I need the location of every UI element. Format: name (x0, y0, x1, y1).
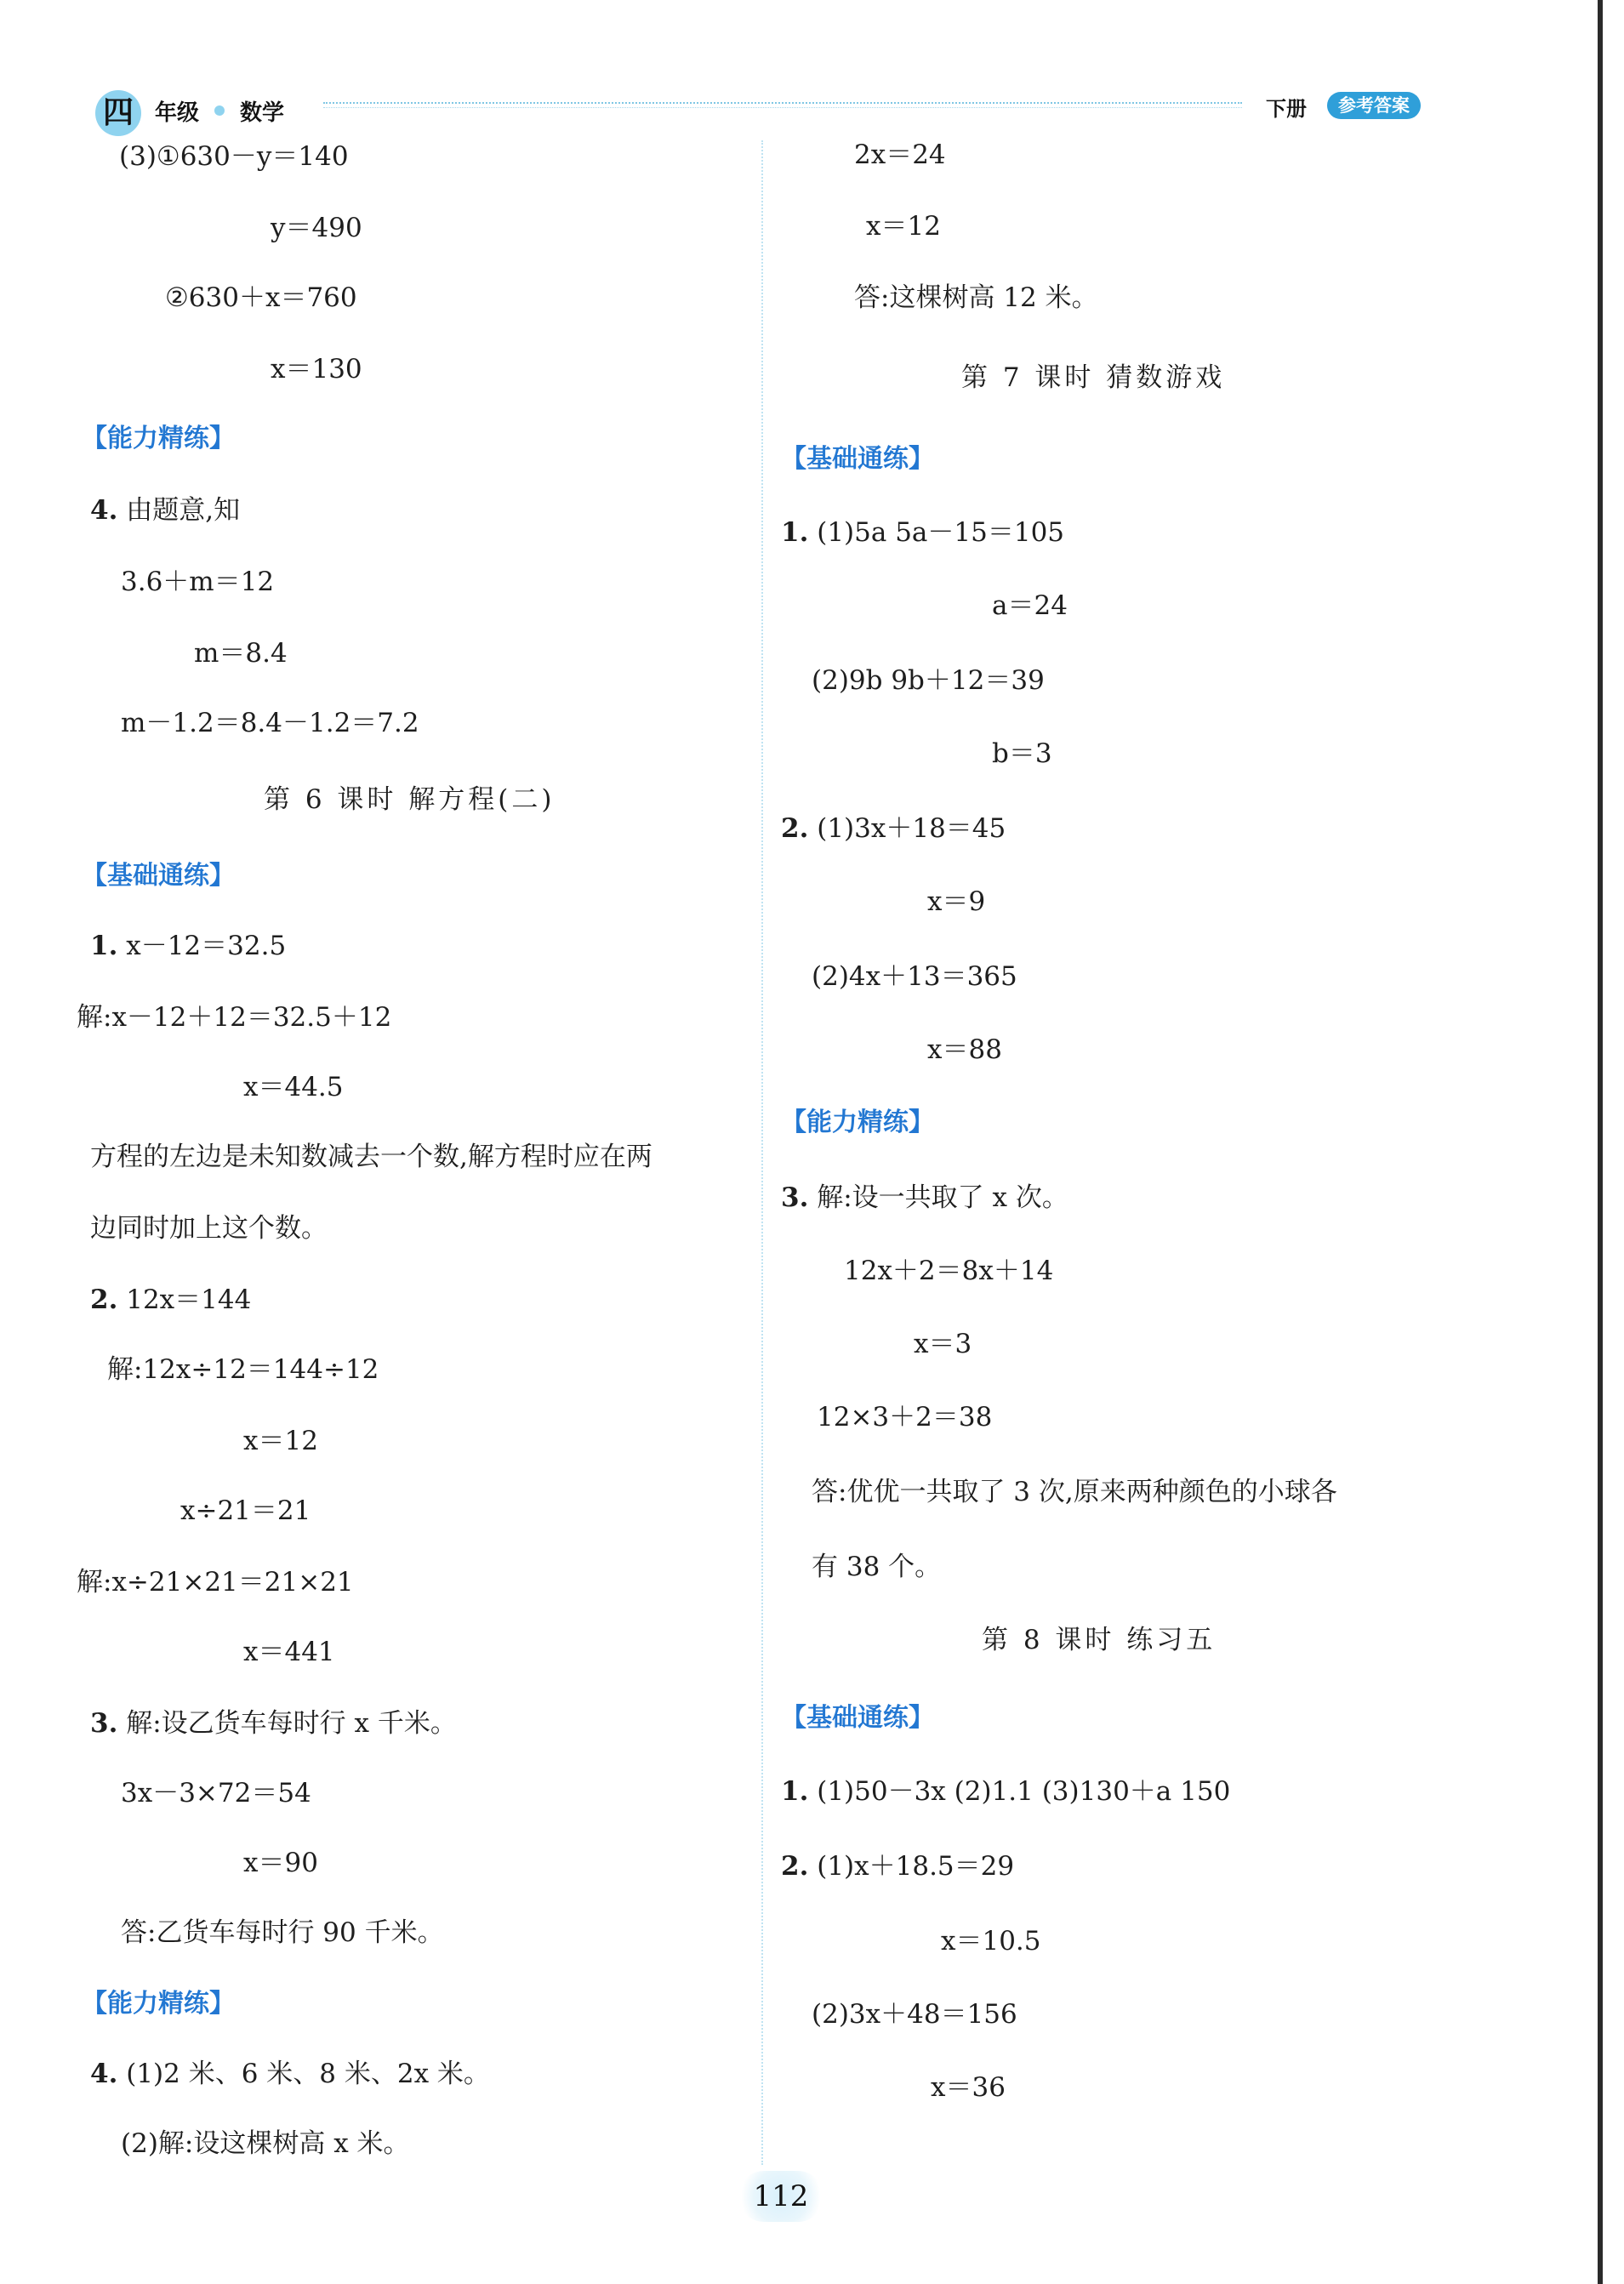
answer-line (992, 589, 1068, 623)
grade-badge: 四 (95, 90, 141, 136)
line-text: x－12＝32.5 (117, 931, 287, 961)
line-text: m＝8.4 (194, 638, 288, 669)
question-number: 1. (90, 931, 118, 961)
question-number: 4. (90, 2059, 118, 2089)
answer-line (812, 664, 1045, 698)
section-heading (781, 1106, 934, 1140)
line-text: x＝90 (243, 1848, 318, 1878)
section-heading (82, 859, 235, 893)
answer-line (866, 209, 941, 243)
line-text: (2)3x＋48＝156 (812, 1999, 1017, 2030)
answer-line (854, 281, 1098, 315)
subject-label: 数学 (240, 100, 285, 126)
answer-line (121, 565, 274, 599)
answer-line (844, 1254, 1053, 1288)
answer-line (854, 138, 946, 172)
line-text: (1)3x＋18＝45 (808, 813, 1006, 844)
line-text: x＝9 (927, 886, 986, 917)
answer-line (941, 1924, 1041, 1958)
section-heading (82, 422, 235, 456)
line-text: (1)2 米、6 米、8 米、2x 米。 (117, 2059, 490, 2089)
line-text: x＝10.5 (941, 1926, 1041, 1956)
line-text: (1)50－3x (2)1.1 (3)130＋a 150 (808, 1776, 1231, 1807)
answer-line (243, 1070, 344, 1104)
answer-line (781, 515, 1064, 550)
answer-line (121, 1776, 311, 1810)
question-number: 2. (781, 1851, 809, 1882)
separator-dot-icon (214, 105, 225, 116)
line-text: 第 6 课时 解方程(二) (264, 784, 556, 815)
line-text: 有 38 个。 (812, 1552, 942, 1582)
grade-label: 年级 (155, 100, 200, 126)
page-spine-edge (1598, 0, 1603, 2284)
line-text: 答:这棵树高 12 米。 (854, 282, 1098, 313)
header-rule (323, 102, 1242, 104)
question-number: 1. (781, 517, 809, 548)
answer-line (927, 885, 985, 919)
line-text: 解:设乙货车每时行 x 千米。 (117, 1708, 457, 1739)
line-text: x＝88 (927, 1034, 1002, 1065)
answer-line (121, 2127, 410, 2161)
line-text: 【基础通练】 (82, 861, 235, 891)
question-number: 2. (90, 1284, 118, 1315)
line-text: (2)解:设这棵树高 x 米。 (121, 2128, 410, 2159)
answer-line (90, 493, 240, 527)
line-text: x÷21＝21 (180, 1495, 311, 1526)
lesson-title (961, 361, 1225, 395)
lesson-title (264, 783, 555, 817)
line-text: x＝36 (931, 2072, 1006, 2103)
answer-line (90, 1211, 328, 1245)
line-text: 方程的左边是未知数减去一个数,解方程时应在两 (90, 1142, 652, 1172)
line-text: 12x＋2＝8x＋14 (844, 1256, 1054, 1286)
answer-line (781, 1181, 1068, 1215)
answer-line (121, 1916, 444, 1950)
line-text: 答:优优一共取了 3 次,原来两种颜色的小球各 (812, 1477, 1337, 1507)
line-text: x＝130 (271, 354, 362, 384)
line-text: 3.6＋m＝12 (121, 567, 275, 597)
line-text: 解:x－12＋12＝32.5＋12 (77, 1002, 392, 1033)
page-number: 112 (738, 2171, 823, 2222)
line-text: 解:设一共取了 x 次。 (808, 1182, 1068, 1213)
line-text: (1)5a 5a－15＝105 (808, 517, 1065, 548)
answer-line (90, 1706, 457, 1740)
section-heading (781, 1701, 934, 1735)
answer-line (119, 140, 349, 174)
answer-line (817, 1400, 992, 1434)
line-text: 第 7 课时 猜数游戏 (961, 362, 1226, 393)
answer-line (781, 1774, 1230, 1808)
volume-label: 下册 (1266, 97, 1307, 121)
answer-line (165, 281, 357, 315)
line-text: 第 8 课时 练习五 (982, 1625, 1217, 1655)
question-number: 1. (781, 1776, 809, 1807)
question-number: 4. (90, 495, 118, 526)
line-text: b＝3 (992, 738, 1052, 769)
line-text: 解:x÷21×21＝21×21 (77, 1567, 354, 1598)
answer-key-badge: 参考答案 (1327, 92, 1421, 119)
answer-line (180, 1494, 311, 1528)
answer-line (107, 1353, 379, 1387)
line-text: x＝12 (866, 211, 941, 242)
answer-line (914, 1327, 972, 1361)
answer-line (90, 1140, 652, 1174)
answer-line (781, 1849, 1014, 1883)
answer-line (271, 211, 362, 245)
line-text: 【能力精练】 (82, 424, 235, 453)
answer-line (812, 1475, 1337, 1509)
question-number: 2. (781, 813, 809, 844)
line-text: a＝24 (992, 590, 1068, 621)
line-text: 【能力精练】 (781, 1108, 934, 1137)
answer-line (77, 1565, 354, 1599)
line-text: 解:12x÷12＝144÷12 (107, 1354, 379, 1385)
answer-line (812, 960, 1017, 994)
answer-line (90, 1283, 251, 1317)
line-text: 由题意,知 (117, 495, 241, 526)
line-text: 答:乙货车每时行 90 千米。 (121, 1917, 444, 1948)
line-text: y＝490 (271, 213, 362, 243)
question-number: 3. (781, 1182, 809, 1213)
line-text: 12x＝144 (117, 1284, 252, 1315)
line-text: (3)①630－y＝140 (119, 141, 349, 172)
line-text: 2x＝24 (854, 140, 946, 170)
answer-line (243, 1846, 318, 1880)
line-text: m－1.2＝8.4－1.2＝7.2 (121, 708, 419, 738)
line-text: x＝441 (243, 1637, 335, 1667)
question-number: 3. (90, 1708, 118, 1739)
answer-line (121, 706, 419, 740)
answer-line (194, 636, 288, 670)
column-divider (761, 140, 763, 2165)
line-text: x＝44.5 (243, 1072, 344, 1102)
page-header (0, 0, 1624, 136)
line-text: 【基础通练】 (781, 444, 934, 474)
section-heading (781, 442, 934, 476)
answer-line (90, 2057, 490, 2091)
answer-line (781, 812, 1006, 846)
header-rule-secondary (323, 107, 1242, 108)
line-text: (2)9b 9b＋12＝39 (812, 665, 1045, 696)
line-text: (1)x＋18.5＝29 (808, 1851, 1015, 1882)
answer-line (77, 1000, 391, 1034)
section-heading (82, 1987, 235, 2021)
line-text: 3x－3×72＝54 (121, 1778, 311, 1808)
answer-line (931, 2070, 1006, 2105)
line-text: (2)4x＋13＝365 (812, 961, 1017, 992)
answer-line (812, 1550, 941, 1584)
answer-line (927, 1033, 1002, 1067)
answer-line (271, 352, 362, 386)
lesson-title (982, 1623, 1216, 1657)
answer-line (992, 737, 1052, 771)
answer-line (90, 929, 286, 963)
line-text: x＝3 (914, 1329, 972, 1359)
answer-line (243, 1424, 318, 1458)
line-text: 12×3＋2＝38 (817, 1402, 993, 1432)
line-text: 边同时加上这个数。 (90, 1213, 328, 1244)
line-text: ②630＋x＝760 (165, 282, 357, 313)
line-text: 【能力精练】 (82, 1989, 235, 2019)
answer-line (812, 1997, 1017, 2031)
answer-line (243, 1635, 335, 1669)
line-text: 【基础通练】 (781, 1703, 934, 1733)
line-text: x＝12 (243, 1426, 318, 1456)
